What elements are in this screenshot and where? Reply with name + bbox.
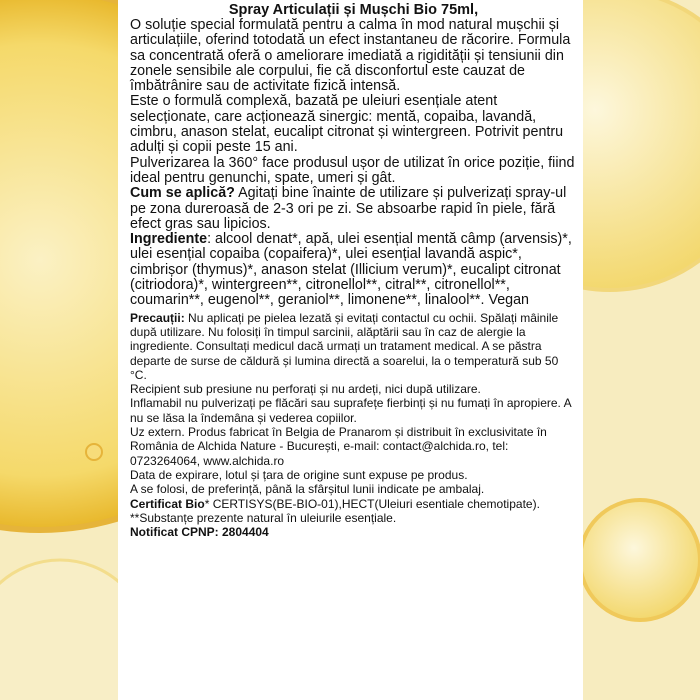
expiry-info: Data de expirare, lotul și țara de origine sunt expuse pe produs.: [130, 467, 468, 482]
distributor-info: Uz extern. Produs fabricat în Belgia de Pranarom și distribuit în exclusivitate în România de Alchida Nature - București, e-mail: contact@alchida.ro, tel: 0723264064, www.alchida.ro: [130, 425, 547, 468]
flammable-warning: Inflamabil nu pulverizați pe flăcări sau suprafețe fierbinți și nu fumați în apropiere. A nu se lăsa la îndemâna și vederea copiilor.: [130, 396, 571, 425]
cpnp-label: Notificat CPNP:: [130, 525, 219, 540]
certification-text: * CERTISYS(BE-BIO-01),HECT(Uleiuri esentiale chemotipate). **Substanțe prezente natural în uleiurile esențiale.: [130, 496, 540, 525]
description-paragraph-3: Pulverizarea la 360° face produsul ușor de utilizat în orice poziție, fiind ideal pentru genunchi, spate, umeri și gât.: [130, 154, 575, 186]
cpnp-value: 2804404: [218, 525, 269, 540]
pressure-warning: Recipient sub presiune nu perforați și nu ardeți, nici după utilizare.: [130, 382, 481, 397]
use-before-info: A se folosi, de preferință, până la sfârșitul lunii indicate pe ambalaj.: [130, 482, 485, 497]
precautions-text: Nu aplicați pe pielea lezată și evitați contactul cu ochii. Spălați mâinile după utilizare. Nu folosiți în timpul sarcinii, alăptării sau în caz de alergie la ingrediente. Consultați medicul dacă urmați un tratament medical. A se păstra departe de surse de căldură și lumina directă a soarelui, la o temperatură sub 50 °C.: [130, 310, 559, 382]
ingredients-section: [130, 232, 577, 308]
product-label-panel: [118, 0, 583, 700]
cpnp-section: [130, 525, 577, 539]
precautions-section: [130, 311, 577, 382]
certification-label: Certificat Bio: [130, 496, 205, 511]
usage-section: [130, 186, 577, 232]
precautions-label: Precauții:: [130, 310, 185, 325]
usage-text: Agitați bine înainte de utilizare și pulverizați spray-ul pe zona dureroasă de 2-3 ori pe zi. Se absoarbe rapid în piele, fără efect gras sau lipicios.: [130, 185, 567, 232]
product-title: Spray Articulații și Mușchi Bio 75ml,: [228, 2, 479, 18]
description-paragraph-2: Este o formulă complexă, bazată pe uleiuri esențiale atent selecționate, care acționează sinergic: mentă, copaiba, lavandă, cimbru, anason stelat, eucalipt citronat și wintergreen. Potrivit pentru adulți și copii peste 15 ani.: [130, 93, 564, 156]
ingredients-text: : alcool denat*, apă, ulei esențial mentă câmp (arvensis)*, ulei esențial copaiba (copaifera)*, ulei esențial lavandă aspic*, cimbrișor (thymus)*, anason stelat (Illicium verum)*, eucalipt citronat (citriodora)*, wintergreen**, citronellol**, citral**, citronellol**, coumarin**, eugenol**, geraniol**, limonene**, linalool**. Vegan: [130, 231, 572, 309]
ingredients-label: Ingrediente: [130, 231, 208, 248]
certification-section: [130, 497, 577, 526]
usage-label: Cum se aplică?: [130, 185, 235, 202]
description-paragraph-1: O soluție special formulată pentru a calma în mod natural mușchii și articulațiile, oferind totodată un efect instantaneu de răcorire. Formula sa concentrată oferă o ameliorare imediată a rigidității și tensiunii din zonele sensibile ale corpului, fie că disconfortul este cauzat de îmbătrânire sau de activitate fizică intensă.: [130, 17, 571, 95]
